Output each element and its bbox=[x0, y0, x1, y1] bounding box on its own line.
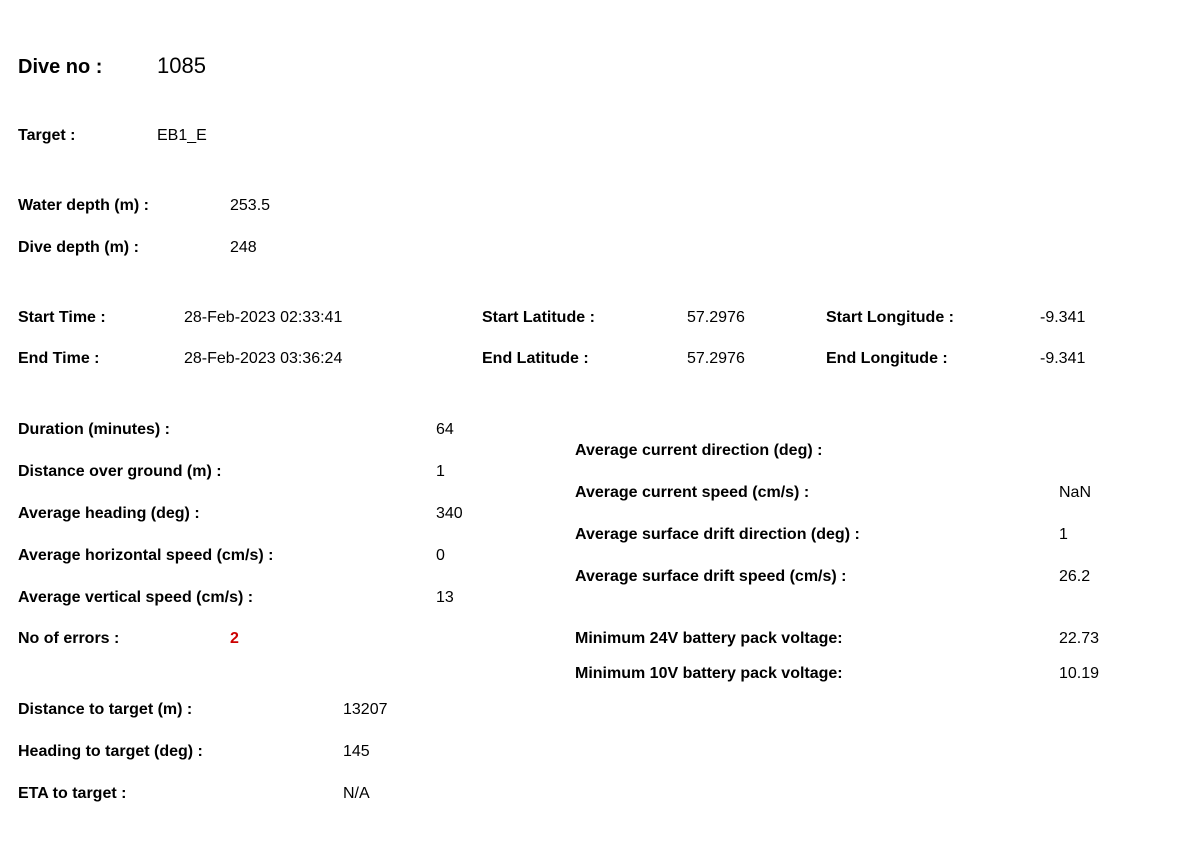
distance-over-ground-label: Distance over ground (m) : bbox=[18, 463, 222, 480]
average-heading-label: Average heading (deg) : bbox=[18, 505, 200, 522]
errors-count: 2 bbox=[230, 630, 239, 647]
start-time-label: Start Time : bbox=[18, 309, 106, 326]
water-depth-label: Water depth (m) : bbox=[18, 197, 149, 214]
end-longitude-label: End Longitude : bbox=[826, 350, 948, 367]
min-24v-battery-value: 22.73 bbox=[1059, 630, 1100, 647]
average-horizontal-speed-label: Average horizontal speed (cm/s) : bbox=[18, 547, 274, 564]
average-current-speed-label: Average current speed (cm/s) : bbox=[575, 484, 810, 501]
heading-to-target-label: Heading to target (deg) : bbox=[18, 743, 203, 760]
start-time-value: 28-Feb-2023 02:33:41 bbox=[184, 309, 343, 326]
distance-over-ground-value: 1 bbox=[436, 463, 445, 480]
target-label: Target : bbox=[18, 127, 76, 144]
distance-to-target-label: Distance to target (m) : bbox=[18, 701, 193, 718]
distance-to-target-value: 13207 bbox=[343, 701, 388, 718]
dive-number-value: 1085 bbox=[157, 53, 206, 78]
average-heading-value: 340 bbox=[436, 505, 463, 522]
average-vertical-speed-label: Average vertical speed (cm/s) : bbox=[18, 589, 254, 606]
average-current-direction-label: Average current direction (deg) : bbox=[575, 442, 823, 459]
duration-label: Duration (minutes) : bbox=[18, 421, 170, 438]
average-horizontal-speed-value: 0 bbox=[436, 547, 445, 564]
start-latitude-label: Start Latitude : bbox=[482, 309, 595, 326]
end-time-value: 28-Feb-2023 03:36:24 bbox=[184, 350, 343, 367]
eta-to-target-value: N/A bbox=[343, 785, 370, 802]
eta-to-target-label: ETA to target : bbox=[18, 785, 127, 802]
start-latitude-value: 57.2976 bbox=[687, 309, 745, 326]
target-value: EB1_E bbox=[157, 127, 207, 144]
average-surface-drift-speed-value: 26.2 bbox=[1059, 568, 1091, 585]
start-longitude-value: -9.341 bbox=[1040, 309, 1086, 326]
end-time-label: End Time : bbox=[18, 350, 100, 367]
water-depth-value: 253.5 bbox=[230, 197, 271, 214]
min-10v-battery-label: Minimum 10V battery pack voltage: bbox=[575, 665, 843, 682]
start-longitude-label: Start Longitude : bbox=[826, 309, 954, 326]
errors-label: No of errors : bbox=[18, 630, 120, 647]
end-latitude-value: 57.2976 bbox=[687, 350, 745, 367]
min-24v-battery-label: Minimum 24V battery pack voltage: bbox=[575, 630, 843, 647]
average-surface-drift-direction-value: 1 bbox=[1059, 526, 1068, 543]
dive-depth-label: Dive depth (m) : bbox=[18, 239, 139, 256]
min-10v-battery-value: 10.19 bbox=[1059, 665, 1100, 682]
average-surface-drift-speed-label: Average surface drift speed (cm/s) : bbox=[575, 568, 847, 585]
heading-to-target-value: 145 bbox=[343, 743, 370, 760]
end-longitude-value: -9.341 bbox=[1040, 350, 1086, 367]
dive-depth-value: 248 bbox=[230, 239, 257, 256]
dive-number-label: Dive no : bbox=[18, 56, 103, 78]
average-surface-drift-direction-label: Average surface drift direction (deg) : bbox=[575, 526, 860, 543]
duration-value: 64 bbox=[436, 421, 454, 438]
average-vertical-speed-value: 13 bbox=[436, 589, 454, 606]
average-current-speed-value: NaN bbox=[1059, 484, 1092, 501]
end-latitude-label: End Latitude : bbox=[482, 350, 589, 367]
